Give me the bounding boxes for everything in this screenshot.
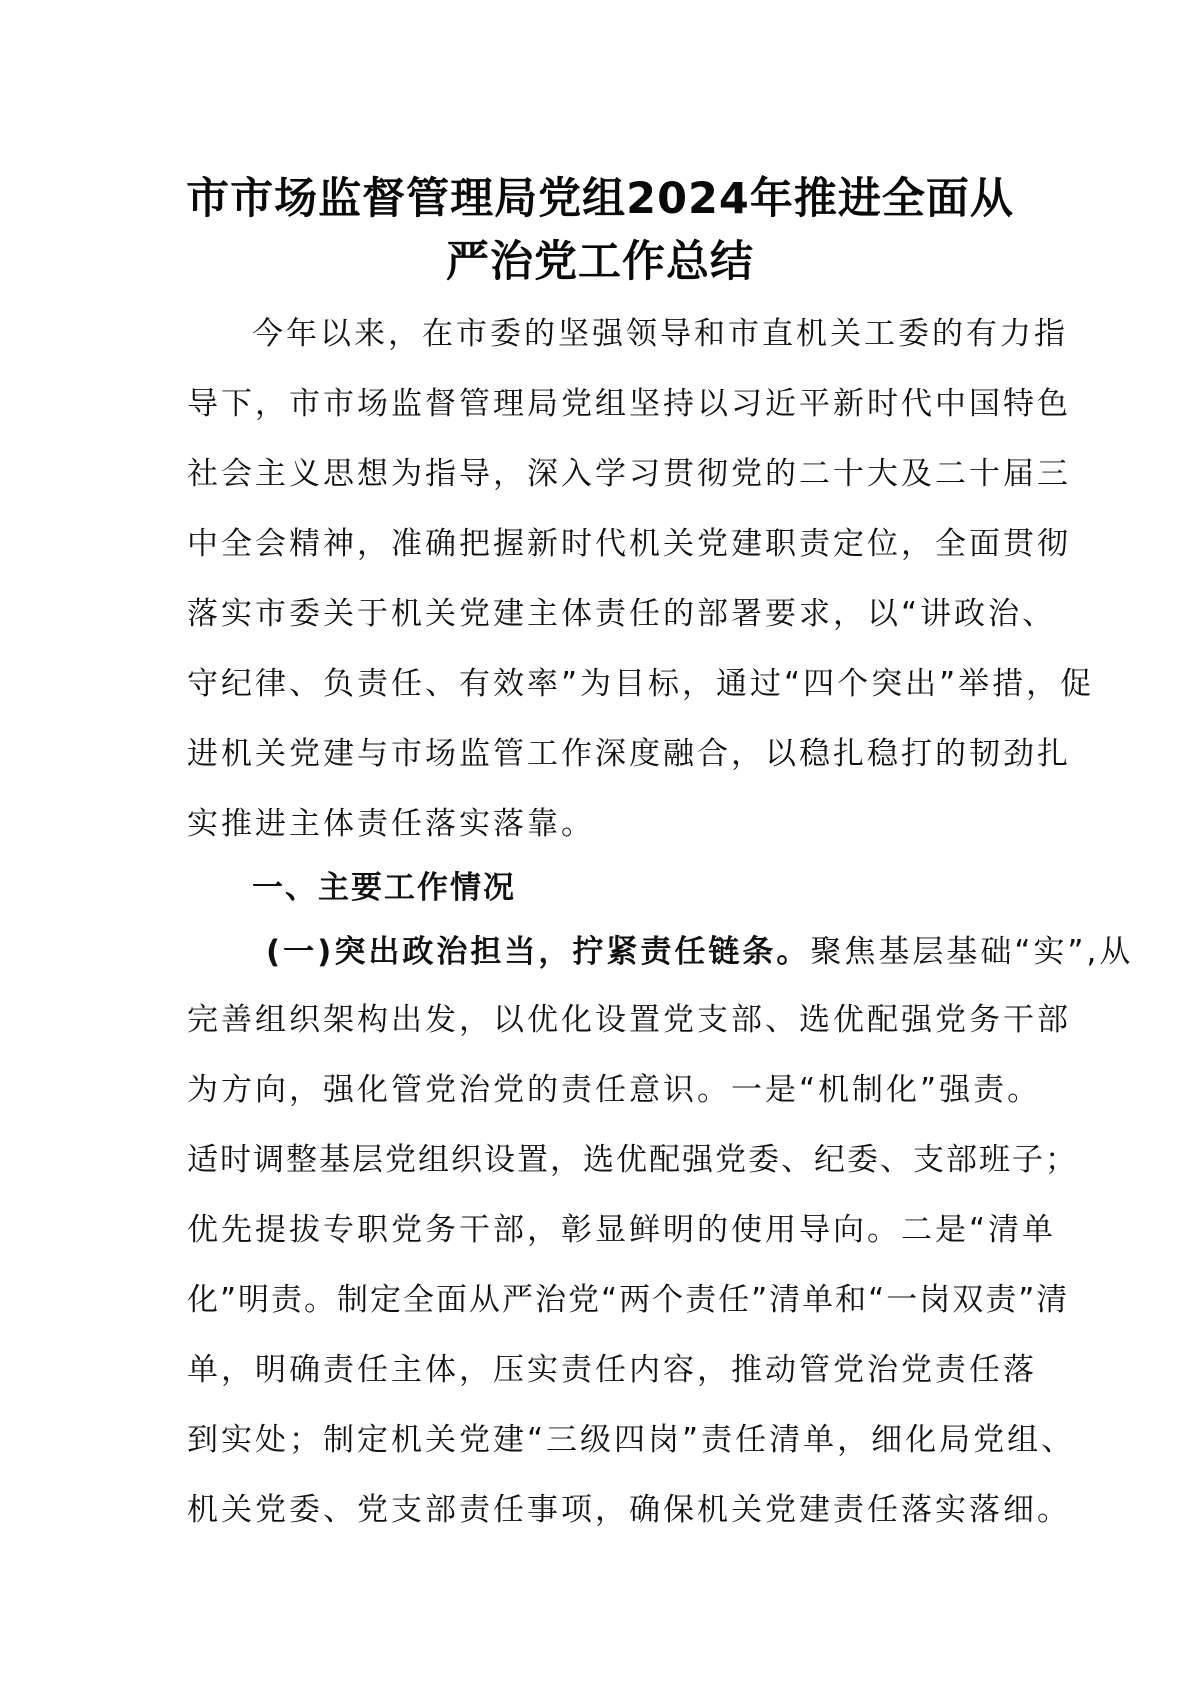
body-line: 优先提拔专职党务干部，彰显鲜明的使用导向。二是“清单 — [187, 1212, 1057, 1248]
intro-line: 中全会精神，准确把握新时代机关党建职责定位，全面贯彻 — [187, 526, 1071, 562]
body-line: 到实处；制定机关党建“三级四岗”责任清单，细化局党组、 — [187, 1422, 1076, 1458]
body-line: 适时调整基层党组织设置，选优配强党委、纪委、支部班子； — [187, 1142, 1078, 1178]
document-title-line-1: 市市场监督管理局党组2024年推进全面从 — [186, 174, 1014, 224]
intro-line: 实推进主体责任落实落靠。 — [187, 806, 595, 842]
section-heading: 一、主要工作情况 — [252, 870, 516, 906]
body-line: 为方向，强化管党治党的责任意识。一是“机制化”强责。 — [187, 1072, 1042, 1108]
body-line: 完善组织架构出发，以优化设置党支部、选优配强党务干部 — [187, 1002, 1071, 1038]
intro-line: 社会主义思想为指导，深入学习贯彻党的二十大及二十届三 — [187, 456, 1071, 492]
intro-line: 进机关党建与市场监管工作深度融合，以稳扎稳打的韧劲扎 — [187, 736, 1071, 772]
body-line: 机关党委、党支部责任事项，确保机关党建责任落实落细。 — [187, 1492, 1071, 1528]
intro-line: 今年以来，在市委的坚强领导和市直机关工委的有力指 — [252, 316, 1068, 352]
sub-heading-bold: (一)突出政治担当，拧紧责任链条。 — [266, 934, 811, 970]
intro-line: 守纪律、负责任、有效率”为目标，通过“四个突出”举措，促 — [187, 666, 1095, 702]
sub-heading-rest: 聚焦基层基础“实”,从 — [810, 934, 1134, 970]
document-title-line-2: 严治党工作总结 — [446, 237, 754, 287]
intro-line: 导下，市市场监督管理局党组坚持以习近平新时代中国特色 — [187, 386, 1071, 422]
body-line: 单，明确责任主体，压实责任内容，推动管党治党责任落 — [187, 1352, 1037, 1388]
intro-line: 落实市委关于机关党建主体责任的部署要求，以“讲政治、 — [187, 596, 1057, 632]
body-line: 化”明责。制定全面从严治党“两个责任”清单和“一岗双责”清 — [187, 1282, 1070, 1318]
sub-heading-line — [266, 926, 1133, 971]
